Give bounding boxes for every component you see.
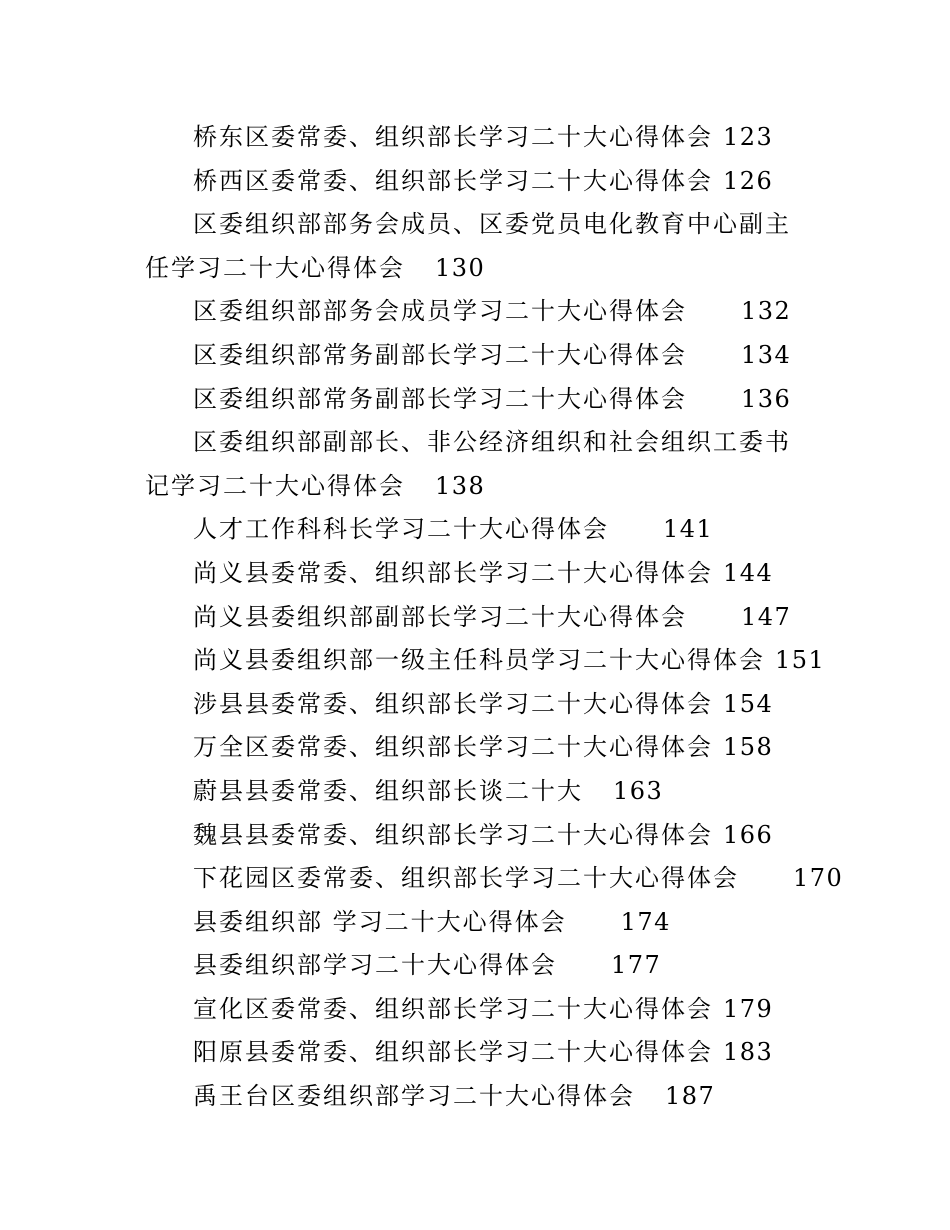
toc-entry[interactable]	[145, 552, 815, 596]
toc-entry-page: 174	[620, 907, 671, 936]
toc-entry-page: 144	[723, 558, 774, 587]
toc-entry[interactable]	[145, 508, 815, 552]
toc-entry[interactable]	[145, 683, 815, 727]
toc-entry-title: 蔚县县委常委、组织部长谈二十大	[193, 776, 583, 805]
toc-entry-title: 桥西区委常委、组织部长学习二十大心得体会	[193, 166, 713, 195]
toc-entry[interactable]	[145, 334, 815, 378]
toc-entry-page: 130	[435, 253, 486, 282]
toc-entry[interactable]	[145, 596, 815, 640]
toc-entry-title: 宣化区委常委、组织部长学习二十大心得体会	[193, 994, 713, 1023]
toc-entry-page: 177	[611, 951, 662, 980]
toc-entry[interactable]	[145, 857, 844, 901]
toc-entry[interactable]	[145, 944, 815, 988]
toc-entry[interactable]	[145, 378, 815, 422]
toc-entry-title: 下花园区委常委、组织部长学习二十大心得体会	[193, 864, 739, 893]
toc-entry[interactable]	[145, 770, 815, 814]
toc-entry-page: 154	[723, 689, 774, 718]
toc-entry-page: 187	[665, 1082, 716, 1111]
toc-entry-title: 区委组织部常务副部长学习二十大心得体会	[193, 340, 687, 369]
toc-entry-title: 人才工作科科长学习二十大心得体会	[193, 515, 609, 544]
toc-entry[interactable]	[145, 726, 815, 770]
toc-entry-page: 163	[613, 776, 664, 805]
toc-entry-title: 涉县县委常委、组织部长学习二十大心得体会	[193, 689, 713, 718]
toc-entry-page: 179	[723, 994, 774, 1023]
toc-entry-title: 桥东区委常委、组织部长学习二十大心得体会	[193, 123, 713, 151]
toc-entry-page: 151	[775, 646, 826, 675]
table-of-contents	[145, 116, 844, 1119]
toc-entry-page: 123	[723, 123, 774, 151]
toc-entry-page: 147	[741, 602, 792, 631]
toc-entry[interactable]	[145, 1075, 815, 1119]
toc-entry-title: 魏县县委常委、组织部长学习二十大心得体会	[193, 820, 713, 849]
toc-entry[interactable]	[145, 421, 815, 508]
toc-entry[interactable]	[145, 116, 815, 160]
toc-entry-title: 万全区委常委、组织部长学习二十大心得体会	[193, 733, 713, 762]
toc-entry-title: 尚义县委组织部副部长学习二十大心得体会	[193, 602, 687, 631]
toc-entry[interactable]	[145, 1031, 815, 1075]
toc-entry-title: 禹王台区委组织部学习二十大心得体会	[193, 1082, 635, 1111]
toc-entry-title: 尚义县委常委、组织部长学习二十大心得体会	[193, 558, 713, 587]
toc-entry-page: 141	[663, 515, 714, 544]
toc-entry-title: 县委组织部学习二十大心得体会	[193, 951, 557, 980]
toc-entry[interactable]	[145, 901, 815, 945]
toc-entry-title: 尚义县委组织部一级主任科员学习二十大心得体会	[193, 646, 765, 675]
toc-entry-title: 阳原县委常委、组织部长学习二十大心得体会	[193, 1038, 713, 1067]
toc-entry[interactable]	[145, 639, 826, 683]
toc-entry-page: 158	[723, 733, 774, 762]
toc-entry-page: 166	[723, 820, 774, 849]
toc-entry[interactable]	[145, 160, 815, 204]
toc-entry[interactable]	[145, 290, 815, 334]
toc-entry[interactable]	[145, 814, 815, 858]
toc-entry-page: 136	[741, 384, 792, 413]
toc-entry-title: 县委组织部 学习二十大心得体会	[193, 907, 567, 936]
toc-entry[interactable]	[145, 988, 815, 1032]
toc-entry-page: 126	[723, 166, 774, 195]
toc-entry-title: 区委组织部常务副部长学习二十大心得体会	[193, 384, 687, 413]
toc-entry-page: 134	[741, 340, 792, 369]
toc-entry-page: 138	[435, 471, 486, 500]
toc-entry-page: 183	[723, 1038, 774, 1067]
toc-entry[interactable]	[145, 203, 815, 290]
toc-entry-title: 区委组织部部务会成员、区委党员电化教育中心副主任学习二十大心得体会	[145, 210, 791, 282]
toc-entry-title: 区委组织部副部长、非公经济组织和社会组织工委书记学习二十大心得体会	[145, 428, 791, 500]
toc-entry-title: 区委组织部部务会成员学习二十大心得体会	[193, 297, 687, 326]
toc-entry-page: 132	[741, 297, 792, 326]
toc-entry-page: 170	[793, 864, 844, 893]
